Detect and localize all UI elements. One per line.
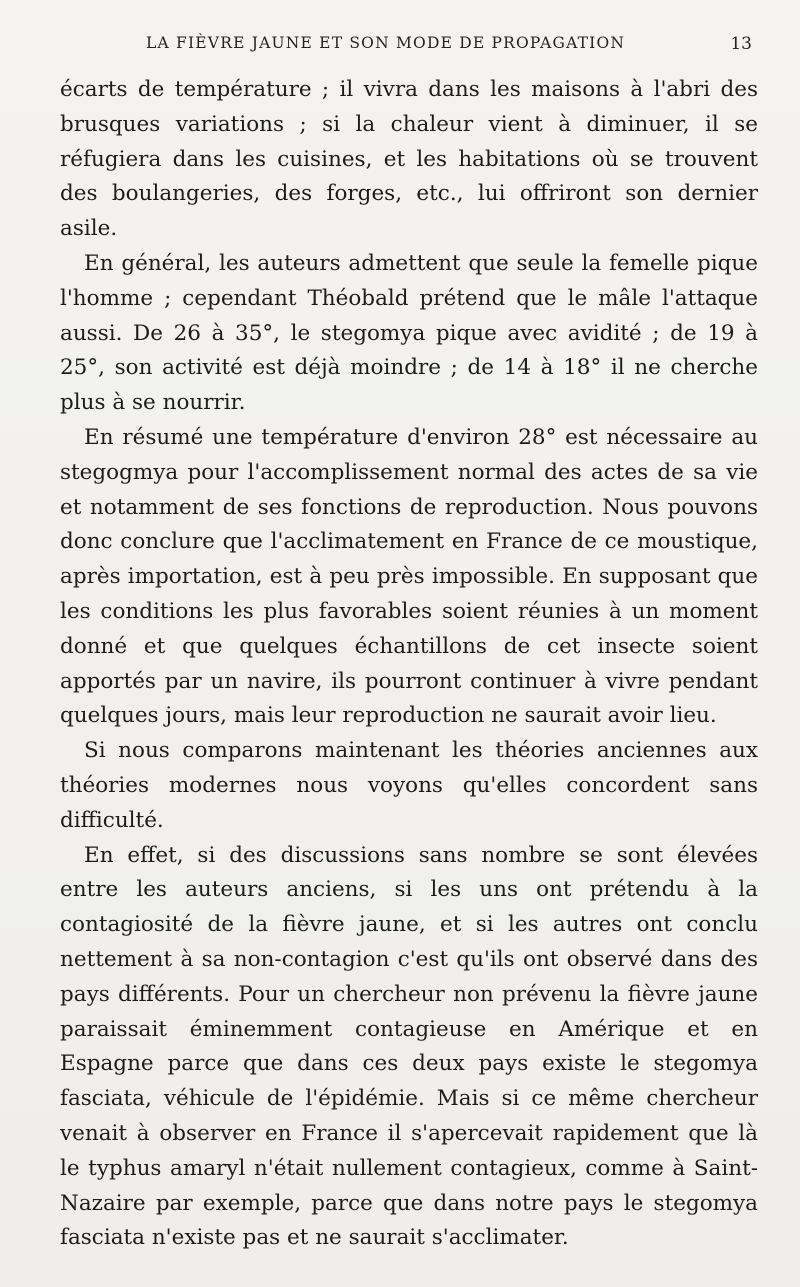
page-number: 13 <box>730 34 752 54</box>
running-title: LA FIÈVRE JAUNE ET SON MODE DE PROPAGATION <box>146 34 626 52</box>
paragraph-contagion: En effet, si des discussions sans nombre se sont élevées entre les auteurs anciens, si les uns ont prétendu à la contagiosité de la fièvre jaune, et si les autres ont conclu nettement à sa non-contagion c'est qu'ils ont observé dans des pays différents. Pour un chercheur non prévenu la fièvre jaune paraissait éminemment contagieuse en Amérique et en Espagne parce que dans ces deux pays existe le stegomya fasciata, véhicule de l'épidémie. Mais si ce même chercheur venait à observer en France il s'apercevait rapidement que là le typhus amaryl n'était nullement contagieux, comme à Saint-Nazaire par exemple, parce que dans notre pays le stegomya fasciata n'existe pas et ne saurait s'acclimater. <box>60 842 758 1251</box>
paragraph-theories: Si nous comparons maintenant les théories anciennes aux théories modernes nous voyons qu'elles concordent sans difficulté. <box>60 738 758 833</box>
paragraph-summary-temperature: En résumé une température d'environ 28° est nécessaire au stegogmya pour l'accomplissement normal des actes de sa vie et notamment de ses fonctions de reproduction. Nous pouvons donc conclure que l'acclimatement en France de ce moustique, après importation, est à peu près impossible. En supposant que les conditions les plus favorables soient réunies à un moment donné et que quelques échantillons de cet insecte soient apportés par un navire, ils pourront continuer à vivre pendant quelques jours, mais leur reproduction ne saurait avoir lieu. <box>60 424 758 729</box>
paragraph-female-bite: En général, les auteurs admettent que seule la femelle pique l'homme ; cependant Théobald prétend que le mâle l'attaque aussi. De 26 à 35°, le stegomya pique avec avidité ; de 19 à 25°, son activité est déjà moindre ; de 14 à 18° il ne cherche plus à se nourrir. <box>60 250 758 416</box>
page-header <box>140 34 752 56</box>
paragraph-continued: écarts de température ; il vivra dans les maisons à l'abri des brusques variations ; si la chaleur vient à diminuer, il se réfugiera dans les cuisines, et les habitations où se trouvent des boulangeries, des forges, etc., lui offriront son dernier asile. <box>60 77 758 242</box>
body-text <box>60 73 758 1256</box>
